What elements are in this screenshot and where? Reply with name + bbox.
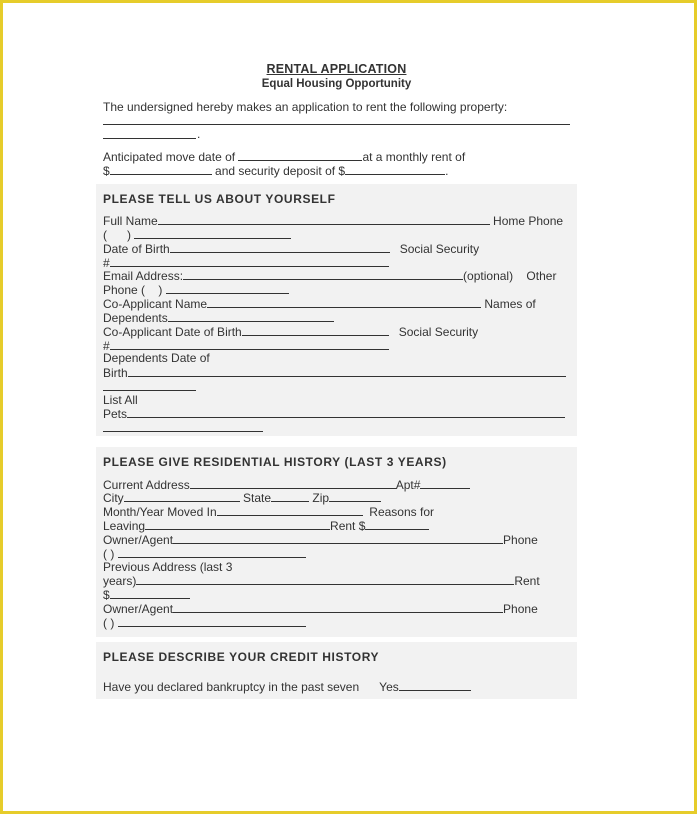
monthly-rent-field[interactable] [110,163,212,175]
bankruptcy-yes-label: Yes [379,680,399,694]
dep-dob-label-row: Dependents Date of [103,351,210,365]
moved-in-label: Month/Year Moved In [103,505,217,519]
co-applicant-name-field[interactable] [207,296,481,308]
dep-dob-field-2[interactable] [103,390,196,391]
previous-owner-phone-label: Phone [503,602,538,616]
home-phone-row [103,227,291,242]
document-title: RENTAL APPLICATION [266,62,407,76]
ssn-field[interactable] [110,255,389,267]
leaving-field[interactable] [145,518,330,530]
previous-address-label-row: Previous Address (last 3 [103,560,233,574]
dollar-sign: $ [103,164,110,178]
dep-dob-field[interactable] [128,365,566,377]
bankruptcy-row [103,679,471,694]
co-dob-label: Co-Applicant Date of Birth [103,325,242,339]
reasons-label: Reasons for [369,505,434,519]
co-applicant-row [103,296,536,311]
ssn-hash: # [103,256,110,270]
document-subtitle: Equal Housing Opportunity [261,78,412,90]
full-name-row [103,213,563,228]
other-phone-label: Phone ( [103,283,146,297]
full-name-field[interactable] [158,213,490,225]
rent-field[interactable] [365,518,429,530]
co-ssn-label: Social Security [398,325,479,339]
co-dob-row [103,324,478,339]
move-date-label: Anticipated move date of [103,150,236,164]
state-field[interactable] [271,490,309,502]
pets-row [103,406,565,421]
leaving-row [103,518,429,533]
dependents-field[interactable] [168,310,334,322]
email-label: Email Address: [103,269,184,283]
paren-right: ) [127,228,132,242]
previous-address-field[interactable] [136,573,514,585]
rent-deposit-row [103,163,448,178]
other-label: Other [526,269,557,283]
apt-label: Apt# [395,478,421,492]
deposit-period: . [445,164,449,178]
about-section-heading: PLEASE TELL US ABOUT YOURSELF [103,192,336,206]
city-field[interactable] [124,490,240,502]
previous-owner-label: Owner/Agent [103,602,174,616]
move-date-field[interactable] [238,149,362,161]
owner-agent-field[interactable] [173,532,503,544]
previous-rent-field[interactable] [110,587,190,599]
residential-section-heading: PLEASE GIVE RESIDENTIAL HISTORY (LAST 3 YEARS) [103,455,447,469]
bankruptcy-label: Have you declared bankruptcy in the past seven [103,680,360,694]
intro-period: . [197,127,201,141]
owner-agent-label: Owner/Agent [103,533,174,547]
owner-agent-row [103,532,538,547]
property-line-1[interactable] [103,124,570,125]
owner-phone-field[interactable] [118,546,306,558]
credit-section-heading: PLEASE DESCRIBE YOUR CREDIT HISTORY [103,650,380,664]
current-address-field[interactable] [190,477,396,489]
zip-label: Zip [312,491,330,505]
co-ssn-hash: # [103,339,110,353]
current-address-label: Current Address [103,478,190,492]
dob-label: Date of Birth [103,242,170,256]
full-name-label: Full Name [103,214,158,228]
previous-owner-phone-row [103,615,306,630]
optional-label: (optional) [463,269,514,283]
dep-dob-row [103,365,566,380]
co-applicant-name-label: Co-Applicant Name [103,297,208,311]
pets-field[interactable] [127,406,565,418]
dependents-label: Dependents [103,311,168,325]
dep-dob-label: Birth [103,366,128,380]
move-date-row [103,149,465,164]
security-deposit-field[interactable] [345,163,445,175]
city-row [103,490,381,505]
previous-owner-phone-field[interactable] [118,615,306,627]
dob-row [103,241,479,256]
previous-address-row [103,573,540,588]
owner-phone-paren: ( ) [103,547,115,561]
owner-phone-row [103,546,306,561]
other-phone-field[interactable] [166,282,289,294]
moved-in-row [103,504,434,519]
intro-text: The undersigned hereby makes an application to rent the following property: [103,100,508,114]
paren-left: ( [103,228,107,242]
home-phone-field[interactable] [134,227,291,239]
previous-owner-row [103,601,538,616]
property-line-2[interactable] [103,138,196,139]
monthly-rent-label: at a monthly rent of [362,150,466,164]
email-field[interactable] [183,268,463,280]
dependents-row [103,310,334,325]
security-deposit-label: and security deposit of $ [215,164,346,178]
pets-label-row: List All [103,393,138,407]
leaving-label: Leaving [103,519,146,533]
pets-field-2[interactable] [103,431,263,432]
previous-rent-label: Rent [514,574,540,588]
other-phone-paren: ) [158,283,163,297]
owner-phone-label: Phone [503,533,538,547]
pets-label: Pets [103,407,128,421]
home-phone-label: Home Phone [493,214,564,228]
previous-years-label: years) [103,574,137,588]
co-ssn-field[interactable] [110,338,389,350]
previous-owner-field[interactable] [173,601,503,613]
other-phone-row [103,282,289,297]
rent-label: Rent $ [330,519,366,533]
apt-field[interactable] [420,477,470,489]
moved-in-field[interactable] [217,504,363,516]
previous-owner-phone-paren: ( ) [103,616,115,630]
dob-field[interactable] [170,241,390,253]
bankruptcy-yes-field[interactable] [399,679,471,691]
co-dob-field[interactable] [242,324,389,336]
city-label: City [103,491,124,505]
previous-rent-row [103,587,190,602]
names-of-label: Names of [484,297,536,311]
ssn-label: Social Security [399,242,480,256]
email-row [103,268,556,283]
state-label: State [243,491,272,505]
previous-rent-dollar: $ [103,588,110,602]
zip-field[interactable] [329,490,381,502]
